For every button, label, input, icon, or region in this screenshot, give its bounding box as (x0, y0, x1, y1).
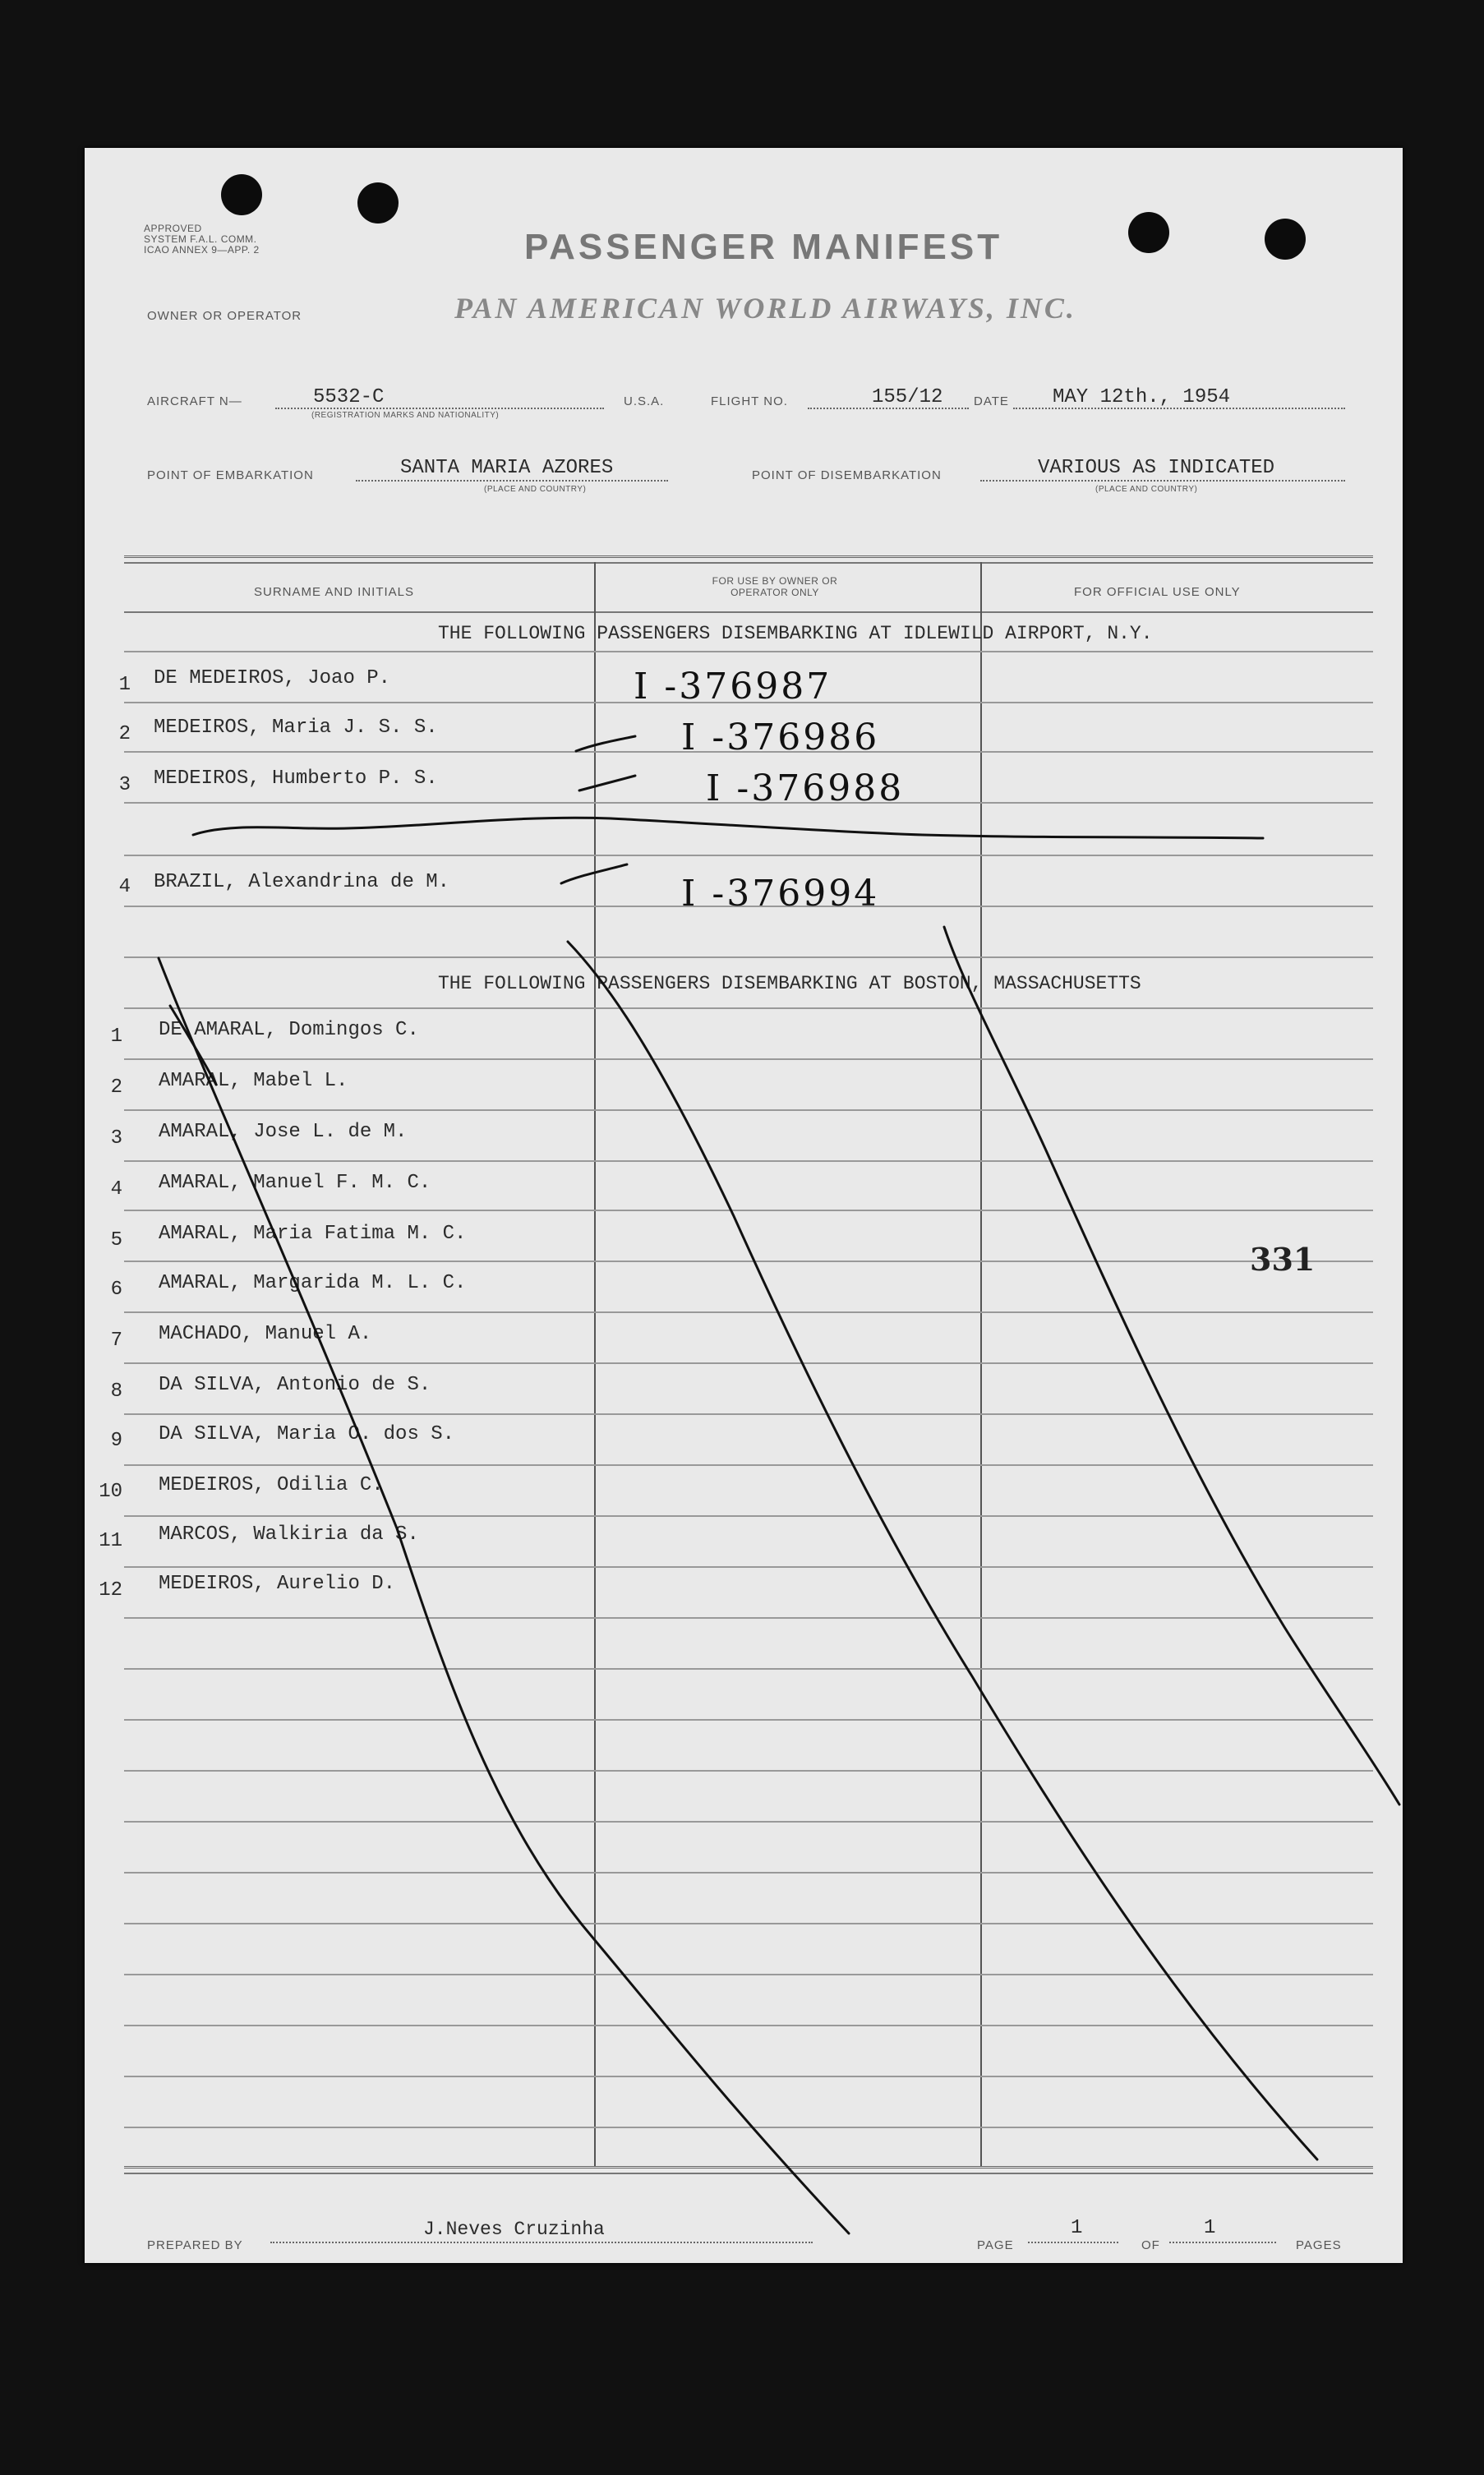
row-number: 3 (118, 774, 131, 796)
approval-line: SYSTEM F.A.L. COMM. (144, 233, 257, 245)
section-heading-boston: THE FOLLOWING PASSENGERS DISEMBARKING AT BOSTON, MASSACHUSETTS (438, 973, 1141, 994)
handwritten-note: I -376994 (681, 873, 880, 915)
column-header-official: FOR OFFICIAL USE ONLY (1074, 585, 1241, 599)
section-heading-idlewild: THE FOLLOWING PASSENGERS DISEMBARKING AT IDLEWILD AIRPORT, N.Y. (438, 623, 1153, 644)
cross-line (568, 942, 1317, 2159)
row-number: 1 (110, 1025, 122, 1048)
passenger-name: MACHADO, Manuel A. (159, 1323, 372, 1345)
row-number: 6 (110, 1279, 122, 1301)
row-number: 4 (110, 1178, 122, 1201)
of-value: 1 (1204, 2217, 1216, 2239)
row-number: 2 (118, 723, 131, 745)
aircraft-value: 5532-C (313, 386, 385, 408)
owner-label: OWNER OR OPERATOR (147, 309, 302, 323)
column-header-owner: FOR USE BY OWNER OR OPERATOR ONLY (712, 575, 838, 598)
row-number: 1 (118, 674, 131, 696)
page-title: PASSENGER MANIFEST (524, 227, 1003, 267)
passenger-name: MEDEIROS, Humberto P. S. (154, 767, 438, 790)
passenger-name: AMARAL, Mabel L. (159, 1070, 348, 1092)
passenger-name: MARCOS, Walkiria da S. (159, 1523, 419, 1546)
flight-value: 155/12 (872, 386, 943, 408)
passenger-name: AMARAL, Jose L. de M. (159, 1121, 408, 1143)
strike-wave (193, 818, 1263, 838)
passenger-name: MEDEIROS, Aurelio D. (159, 1573, 396, 1595)
of-label: OF (1141, 2238, 1160, 2252)
row-number: 10 (99, 1481, 122, 1503)
usa-label: U.S.A. (624, 394, 665, 408)
row-number: 12 (99, 1579, 122, 1602)
passenger-name: DE AMARAL, Domingos C. (159, 1019, 419, 1041)
cross-line (159, 958, 849, 2233)
row-number: 7 (110, 1330, 122, 1352)
embark-sub: (PLACE AND COUNTRY) (484, 485, 587, 494)
row-number: 3 (110, 1127, 122, 1150)
row-number: 8 (110, 1380, 122, 1403)
pen-tick (576, 736, 635, 751)
date-value: MAY 12th., 1954 (1053, 386, 1231, 408)
passenger-name: DE MEDEIROS, Joao P. (154, 667, 391, 689)
passenger-name: MEDEIROS, Odilia C. (159, 1474, 384, 1496)
pages-label: PAGES (1296, 2238, 1342, 2252)
pen-strokes (85, 148, 1403, 2263)
flight-label: FLIGHT NO. (711, 394, 788, 408)
prepared-value: J.Neves Cruzinha (423, 2219, 605, 2240)
pen-tick (579, 776, 635, 790)
row-number: 11 (99, 1530, 122, 1552)
passenger-name: MEDEIROS, Maria J. S. S. (154, 717, 438, 739)
stamp-number: 331 (1250, 1241, 1316, 1278)
passenger-name: AMARAL, Manuel F. M. C. (159, 1172, 431, 1194)
row-number: 4 (118, 876, 131, 898)
row-number: 2 (110, 1076, 122, 1099)
cross-line (944, 927, 1399, 1804)
cross-line (170, 1006, 216, 1085)
passenger-name: AMARAL, Margarida M. L. C. (159, 1272, 467, 1294)
column-header-name: SURNAME AND INITIALS (254, 585, 415, 599)
date-label: DATE (974, 394, 1009, 408)
disembark-value: VARIOUS AS INDICATED (1038, 457, 1275, 479)
passenger-name: DA SILVA, Antonio de S. (159, 1374, 431, 1396)
embark-label: POINT OF EMBARKATION (147, 468, 314, 482)
row-number: 9 (110, 1430, 122, 1452)
handwritten-note: I -376987 (634, 666, 832, 707)
page-label: PAGE (977, 2238, 1014, 2252)
page-value: 1 (1071, 2217, 1083, 2239)
passenger-name: AMARAL, Maria Fatima M. C. (159, 1223, 467, 1245)
pen-tick (561, 864, 627, 883)
row-number: 5 (110, 1229, 122, 1251)
company-name: PAN AMERICAN WORLD AIRWAYS, INC. (454, 292, 1076, 325)
approval-line: ICAO ANNEX 9—APP. 2 (144, 244, 260, 256)
passenger-name: BRAZIL, Alexandrina de M. (154, 871, 450, 893)
handwritten-note: I -376988 (706, 767, 905, 809)
handwritten-note: I -376986 (681, 717, 880, 758)
aircraft-sub: (REGISTRATION MARKS AND NATIONALITY) (311, 411, 500, 420)
embark-value: SANTA MARIA AZORES (400, 457, 614, 479)
passenger-name: DA SILVA, Maria O. dos S. (159, 1423, 455, 1445)
prepared-label: PREPARED BY (147, 2238, 243, 2252)
disembark-label: POINT OF DISEMBARKATION (752, 468, 942, 482)
approval-line: APPROVED (144, 223, 202, 234)
disembark-sub: (PLACE AND COUNTRY) (1095, 485, 1198, 494)
manifest-page (85, 148, 1403, 2263)
aircraft-label: AIRCRAFT N— (147, 394, 242, 408)
